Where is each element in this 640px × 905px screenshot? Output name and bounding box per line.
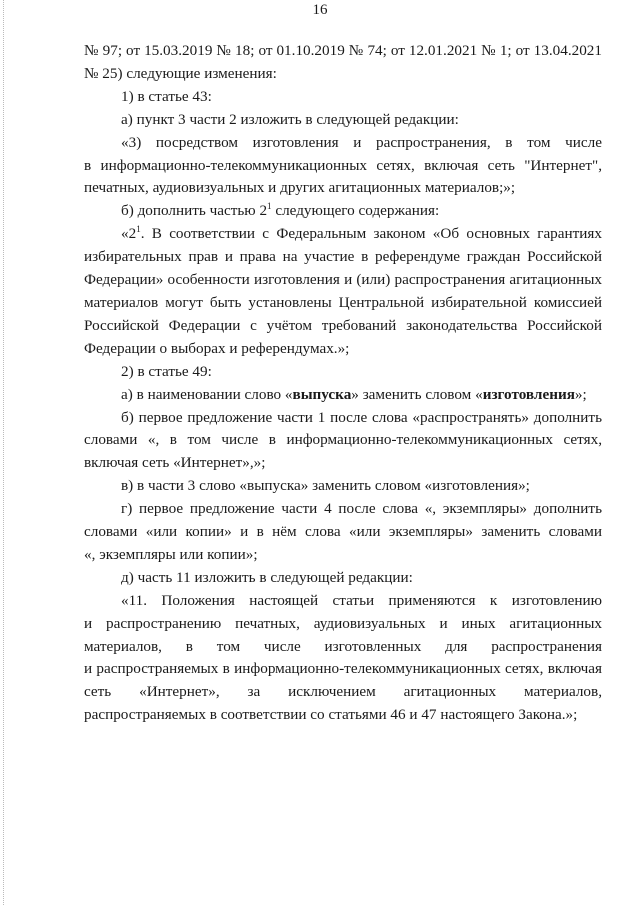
text-line <box>84 384 602 407</box>
text-line: «11. Положения настоящей статьи применяются к изготовлению <box>121 591 602 609</box>
superscript: 1 <box>267 201 272 212</box>
superscript: 1 <box>136 224 141 235</box>
text-line: словами «или копии» и в нём слова «или экземпляры» заменить словами <box>84 523 602 541</box>
text-line: словами «, в том числе в информационно-телекоммуникационных сетях, <box>84 431 602 449</box>
text-line: д) часть 11 изложить в следующей редакции: <box>121 568 413 586</box>
document-body <box>84 40 602 727</box>
text-line <box>84 200 602 223</box>
text-line: распространяемых в соответствии со статьями 46 и 47 настоящего Закона.»; <box>84 706 578 724</box>
text-line: г) первое предложение части 4 после слова «, экземпляры» дополнить <box>121 500 602 518</box>
text-line: избирательных прав и права на участие в референдуме граждан Российской <box>84 248 602 266</box>
text-span: «2 <box>121 225 137 243</box>
text-span: » заменить словом « <box>351 385 483 403</box>
text-line: № 25) следующие изменения: <box>84 64 277 82</box>
text-line: и распространяемых в информационно-телекоммуникационных сетях, включая <box>84 660 602 678</box>
text-line: материалов, в том числе изготовленных для распространения <box>84 637 602 655</box>
text-line: в) в части 3 слово «выпуска» заменить словом «изготовления»; <box>121 477 530 495</box>
text-span: а) в наименовании слово « <box>121 385 293 403</box>
page-number: 16 <box>312 2 328 18</box>
text-line: Российской Федерации с учётом требований законодательства Российской <box>84 316 602 334</box>
text-line: 2) в статье 49: <box>121 362 212 380</box>
text-span: б) дополнить частью 2 <box>121 202 268 220</box>
text-line <box>84 223 602 246</box>
text-line: б) первое предложение части 1 после слова «распространять» дополнить <box>121 408 602 426</box>
text-line: печатных, аудиовизуальных и других агитационных материалов;»; <box>84 179 516 197</box>
text-span: . В соответствии с Федеральным законом «Об основных гарантиях <box>140 225 602 243</box>
scan-margin-line <box>3 0 4 905</box>
text-line: в информационно-телекоммуникационных сетях, включая сеть "Интернет", <box>84 156 602 174</box>
bold-word: выпуска <box>292 385 352 403</box>
text-line: № 97; от 15.03.2019 № 18; от 01.10.2019 № 74; от 12.01.2021 № 1; от 13.04.2021 <box>84 42 602 59</box>
text-line: 1) в статье 43: <box>121 87 212 105</box>
text-line: включая сеть «Интернет»,»; <box>84 454 266 472</box>
text-line: «, экземпляры или копии»; <box>84 545 258 563</box>
text-line: «3) посредством изготовления и распространения, в том числе <box>121 133 602 151</box>
text-line: сеть «Интернет», за исключением агитационных материалов, <box>84 683 602 701</box>
text-line: Федерации о выборах и референдумах.»; <box>84 339 350 357</box>
text-span: »; <box>574 385 587 403</box>
text-line: Федерации» особенности изготовления и (или) распространения агитационных <box>84 271 602 289</box>
text-span: следующего содержания: <box>271 202 440 220</box>
bold-word: изготовления <box>482 385 575 403</box>
text-line: а) пункт 3 части 2 изложить в следующей редакции: <box>121 110 459 128</box>
text-line: и распространению печатных, аудиовизуальных и иных агитационных <box>84 614 602 632</box>
text-line: материалов могут быть установлены Центральной избирательной комиссией <box>84 293 602 311</box>
